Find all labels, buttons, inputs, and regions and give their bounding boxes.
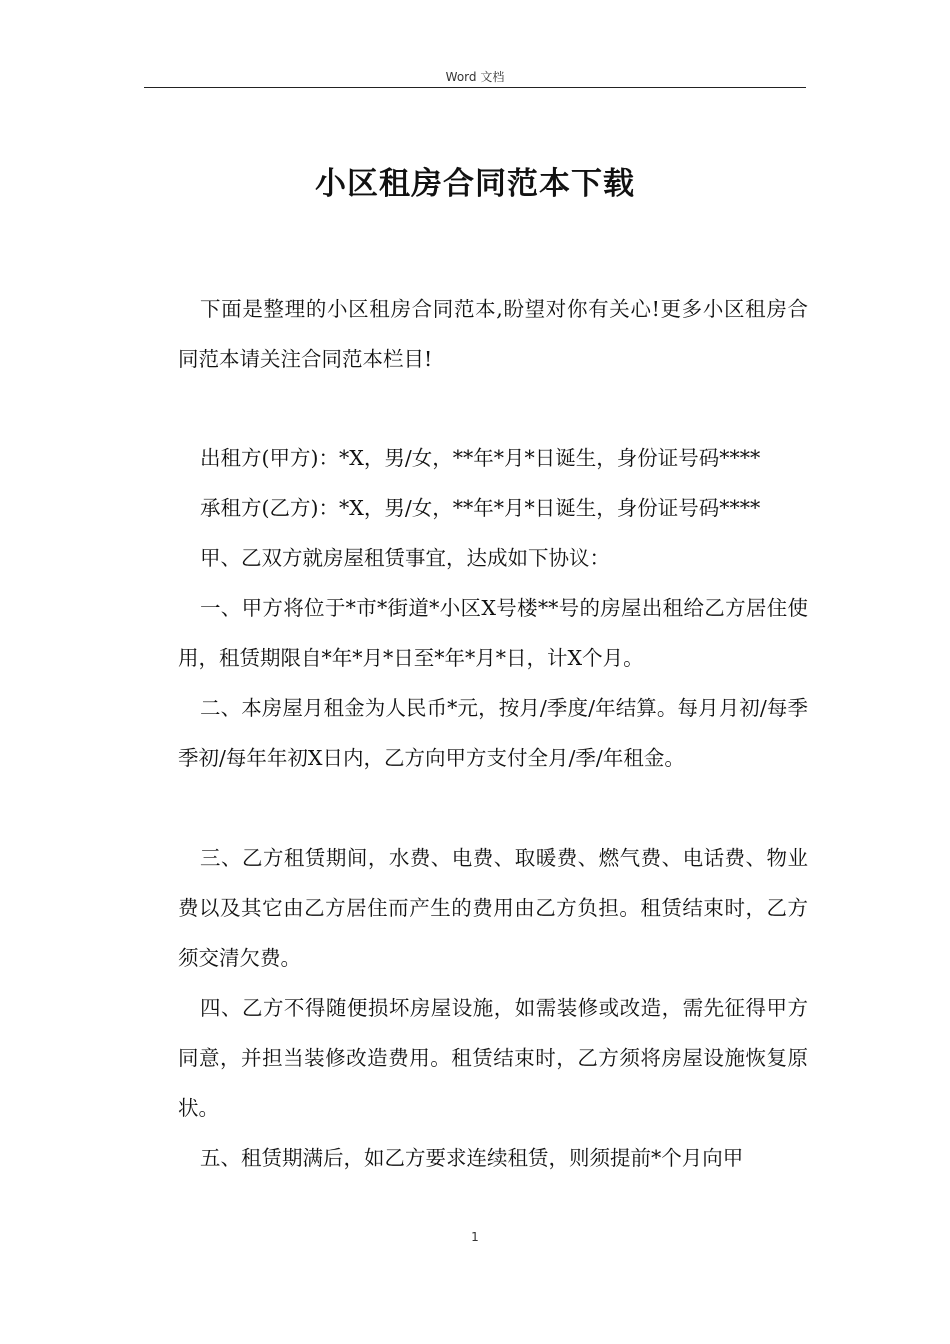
lessee-line: 承租方(乙方)：*X，男/女，**年*月*日诞生，身份证号码**** (200, 496, 761, 520)
intro-block (178, 284, 808, 384)
clause-paragraph: 二、本房屋月租金为人民币*元，按月/季度/年结算。每月月初/每季季初/每年年初X日内，乙方向甲方支付全月/季/年租金。 (178, 696, 808, 770)
agreement-line: 甲、乙双方就房屋租赁事宜，达成如下协议： (200, 546, 610, 570)
page-number: 1 (471, 1230, 479, 1244)
header-divider (144, 87, 806, 88)
intro-paragraph: 下面是整理的小区租房合同范本,盼望对你有关心!更多小区租房合同范本请关注合同范本栏目! (178, 297, 808, 371)
clauses-block (178, 833, 808, 1183)
clause-paragraph: 四、乙方不得随便损坏房屋设施，如需装修或改造，需先征得甲方同意，并担当装修改造费用。租赁结束时，乙方须将房屋设施恢复原状。 (178, 996, 808, 1120)
document-title: 小区租房合同范本下载 (315, 166, 635, 202)
clause-paragraph: 三、乙方租赁期间，水费、电费、取暖费、燃气费、电话费、物业费以及其它由乙方居住而产生的费用由乙方负担。租赁结束时，乙方须交清欠费。 (178, 846, 808, 970)
clause-paragraph: 五、租赁期满后，如乙方要求连续租赁，则须提前*个月向甲 (200, 1146, 744, 1170)
parties-block (178, 433, 808, 783)
clause-paragraph: 一、甲方将位于*市*街道*小区X号楼**号的房屋出租给乙方居住使用，租赁期限自*年*月*日至*年*月*日，计X个月。 (178, 596, 808, 670)
page-header: Word 文档 (445, 70, 505, 84)
lessor-line: 出租方(甲方)：*X，男/女，**年*月*日诞生，身份证号码**** (200, 446, 761, 470)
